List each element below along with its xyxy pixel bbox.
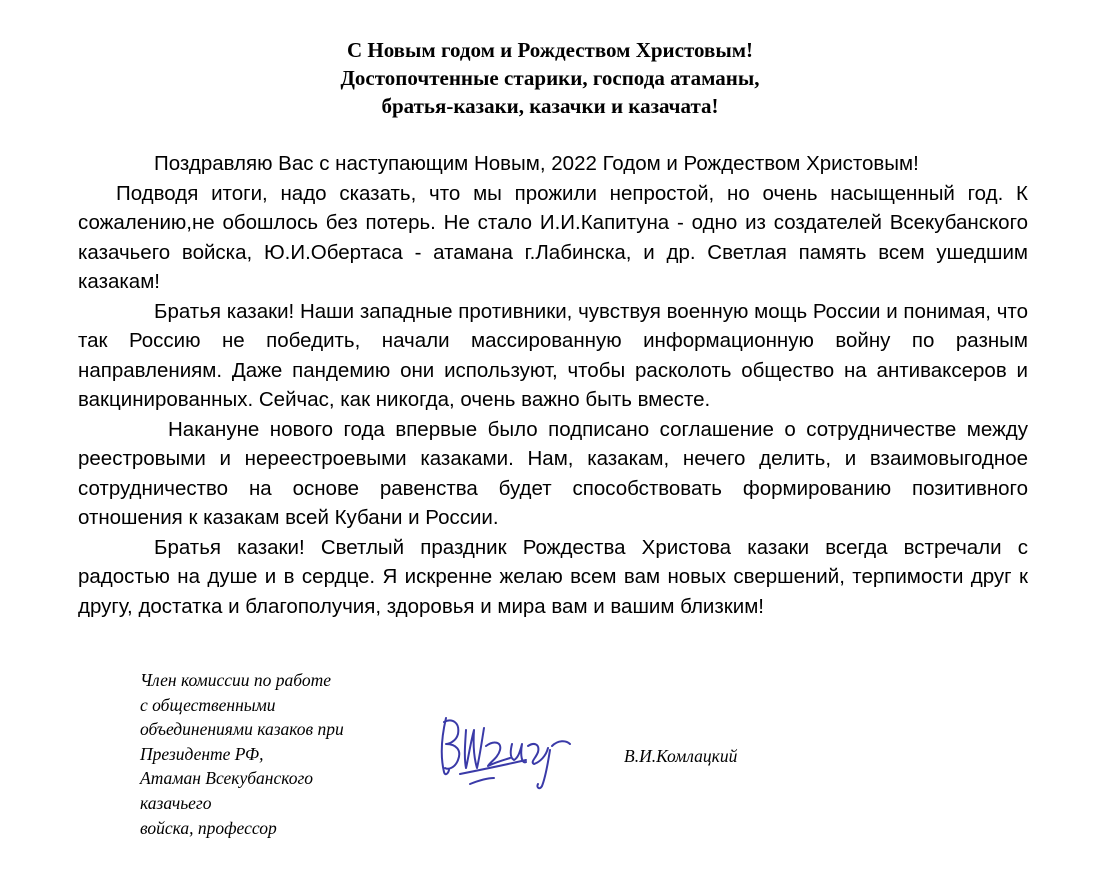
signer-title-line: войска, профессор (140, 817, 277, 838)
signer-title-line: казачьего (140, 792, 212, 813)
signer-title-line: Президенте РФ, (140, 743, 264, 764)
signer-title-line: объединениями казаков при (140, 719, 344, 740)
paragraph-wishes: Братья казаки! Светлый праздник Рождества Христова казаки всегда встречали с радостью на душе и в сердце. Я искренне желаю всем вам новых свершений, терпимости друг к другу, достатка и благополучия, здоровья и мира вам и вашим близким! (78, 535, 1028, 618)
paragraph-greeting: Поздравляю Вас с наступающим Новым, 2022 Годом и Рождеством Христовым! (154, 152, 919, 175)
letter-heading (0, 36, 1100, 120)
handwritten-signature-icon (430, 700, 590, 795)
signer-title-block (140, 668, 410, 840)
heading-line-3: братья-казаки, казачки и казачата! (381, 94, 719, 118)
heading-line-2: Достопочтенные старики, господа атаманы, (340, 66, 760, 90)
signer-title-line: с общественными (140, 694, 276, 715)
paragraph-summary: Подводя итоги, надо сказать, что мы прожили непростой, но очень насыщенный год. К сожалению,не обошлось без потерь. Не стало И.И.Капитуна - одно из создателей Всекубанского казачьего войска, Ю.И.Обертаса - атамана г.Лабинска, и др. Светлая память всем ушедшим казакам! (78, 181, 1028, 293)
heading-line-1: С Новым годом и Рождеством Христовым! (346, 38, 754, 62)
signer-title-line: Член комиссии по работе (140, 670, 331, 690)
signer-title-line: Атаман Всекубанского (140, 768, 314, 789)
paragraph-agreement: Накануне нового года впервые было подписано соглашение о сотрудничестве между реестровыми и нереестроевыми казаками. Нам, казакам, нечего делить, и взаимовыгодное сотрудничество на основе равенства будет способствовать формированию позитивного отношения к казакам всей Кубани и России. (78, 417, 1028, 529)
paragraph-adversaries: Братья казаки! Наши западные противники, чувствуя военную мощь России и понимая, что так Россию не победить, начали массированную информационную войну по разным направлениям. Даже пандемию они используют, чтобы расколоть общество на антиваксеров и вакцинированных. Сейчас, как никогда, очень важно быть вместе. (78, 299, 1028, 411)
signer-name: В.И.Комлацкий (624, 746, 738, 766)
letter-body (78, 149, 1028, 621)
